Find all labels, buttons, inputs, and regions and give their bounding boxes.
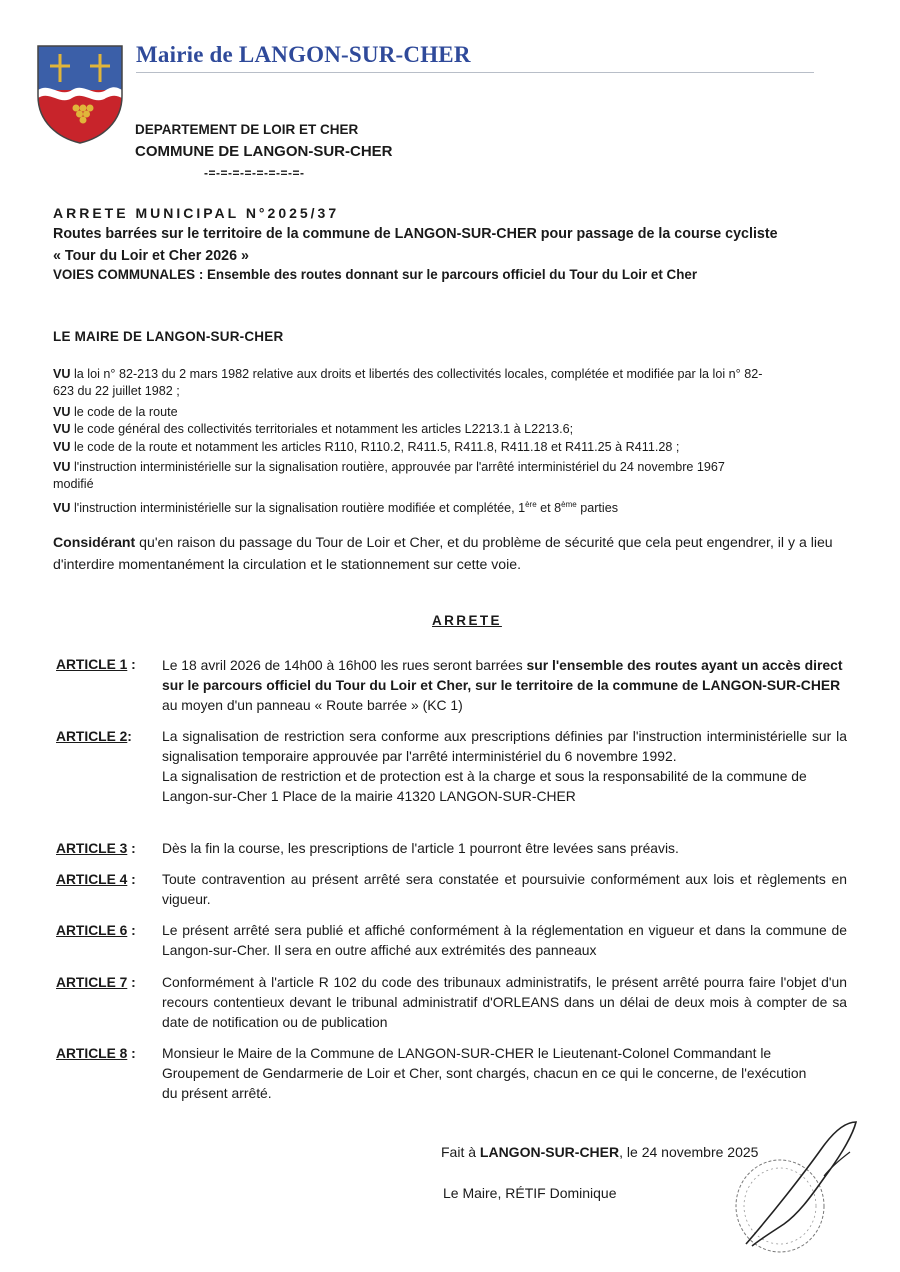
article-text: Conformément à l'article R 102 du code des tribunaux administratifs, le présent arrêté pourra faire l'objet d'un recours contentieux devant le tribunal administratif d'ORLEANS dans un délai de deux mois à compter de sa date de notification ou de publication: [162, 974, 847, 1030]
vu-text-continued: 623 du 22 juillet 1982 ;: [53, 384, 180, 398]
article-label: ARTICLE 8 :: [56, 1046, 136, 1061]
vu-item: [53, 439, 853, 456]
vu-text: parties: [576, 501, 619, 516]
vu-keyword: VU: [53, 367, 71, 381]
article-label: ARTICLE 1 :: [56, 657, 136, 672]
arrete-subject: [53, 223, 853, 267]
article-text: Le 18 avril 2026 de 14h00 à 16h00 les rues seront barrées sur l'ensemble des routes ayant un accès direct sur le parcours officiel du Tour du Loir et Cher, sur le territoire de la commune de LANGON-SUR-CHER au moyen d'un panneau « Route barrée » (KC 1): [162, 657, 843, 713]
article-label: ARTICLE 6 :: [56, 923, 136, 938]
vu-keyword: VU: [53, 440, 71, 454]
departement-line: DEPARTEMENT DE LOIR ET CHER: [135, 122, 359, 137]
subject-line-2: « Tour du Loir et Cher 2026 »: [53, 248, 249, 264]
vu-keyword: VU: [53, 460, 71, 474]
vu-keyword: VU: [53, 422, 71, 436]
header-divider: [136, 72, 814, 73]
article-text: Dès la fin la course, les prescriptions de l'article 1 pourront être levées sans préavis.: [162, 840, 679, 856]
considerant-text: qu'en raison du passage du Tour de Loir et Cher, et du problème de sécurité que cela peut engendrer, il y a lieu d'interdire momentanément la circulation et le stationnement sur cette voie.: [53, 534, 833, 572]
considerant-keyword: Considérant: [53, 534, 136, 550]
vu-item: [53, 366, 853, 400]
article-text: Toute contravention au présent arrêté sera constatée et poursuivie conformément aux lois et règlements en vigueur.: [162, 871, 847, 907]
vu-keyword: VU: [53, 405, 71, 419]
voies-communales: VOIES COMMUNALES : Ensemble des routes donnant sur le parcours officiel du Tour du Loir et Cher: [53, 267, 698, 282]
maire-name: Le Maire, RÉTIF Dominique: [443, 1185, 617, 1201]
considerant-paragraph: [53, 532, 849, 575]
article-label: ARTICLE 2:: [56, 729, 132, 744]
vu-text: le code de la route et notamment les articles R110, R110.2, R411.5, R411.8, R411.18 et R411.25 à R411.28 ;: [70, 440, 680, 454]
article-text: Monsieur le Maire de la Commune de LANGON-SUR-CHER le Lieutenant-Colonel Commandant le Groupement de Gendarmerie de Loir et Cher, sont chargés, chacun en ce qui le concerne, de l'exécution du présent arrêté.: [162, 1045, 807, 1101]
vu-text: l'instruction interministérielle sur la signalisation routière, approuvée par l'arrêté interministériel du 24 novembre 1967: [70, 460, 725, 474]
separator-line: -=-=-=-=-=-=-=-=-: [204, 166, 305, 180]
coat-of-arms-icon: [36, 44, 124, 144]
article-label: ARTICLE 3 :: [56, 841, 136, 856]
vu-item: [53, 404, 853, 421]
article-label: ARTICLE 7 :: [56, 975, 136, 990]
vu-text: l'instruction interministérielle sur la signalisation routière modifiée et complétée, 1: [70, 501, 526, 516]
vu-text: et 8: [536, 501, 562, 516]
le-maire-heading: LE MAIRE DE LANGON-SUR-CHER: [53, 329, 284, 344]
vu-item: [53, 459, 853, 493]
vu-text-continued: modifié: [53, 477, 94, 491]
vu-item: [53, 496, 853, 517]
subject-line-1: Routes barrées sur le territoire de la commune de LANGON-SUR-CHER pour passage de la course cycliste: [53, 226, 778, 242]
commune-line: COMMUNE DE LANGON-SUR-CHER: [135, 143, 393, 160]
vu-item: [53, 421, 853, 438]
superscript: ère: [525, 500, 537, 509]
mairie-title: Mairie de LANGON-SUR-CHER: [136, 42, 471, 67]
arrete-number: ARRETE MUNICIPAL N°2025/37: [53, 205, 340, 221]
vu-text: le code de la route: [70, 405, 178, 419]
article-text: Le présent arrêté sera publié et affiché conformément à la réglementation en vigueur et dans la commune de Langon-sur-Cher. Il sera en outre affiché aux extrémités des panneaux: [162, 922, 847, 958]
vu-keyword: VU: [53, 501, 71, 516]
article-label: ARTICLE 4 :: [56, 872, 136, 887]
vu-text: la loi n° 82-213 du 2 mars 1982 relative aux droits et libertés des collectivités locales, complétée et modifiée par la loi n° 82-: [70, 367, 763, 381]
fait-a-line: Fait à LANGON-SUR-CHER, le 24 novembre 2025: [441, 1144, 759, 1160]
signature-stamp-icon: [732, 1118, 864, 1258]
vu-text: le code général des collectivités territoriales et notamment les articles L2213.1 à L2213.6;: [70, 422, 574, 436]
arrete-heading: ARRETE: [432, 613, 502, 628]
article-text: La signalisation de restriction sera conforme aux prescriptions définies par l'instruction interministérielle sur la signalisation temporaire approuvée par l'arrêté interministériel du 6 novembre 1992. La signalisation de restriction et de protection est à la charge et sous la responsabilité de la commune de Langon-sur-Cher 1 Place de la mairie 41320 LANGON-SUR-CHER: [162, 728, 847, 804]
superscript: ème: [561, 500, 577, 509]
